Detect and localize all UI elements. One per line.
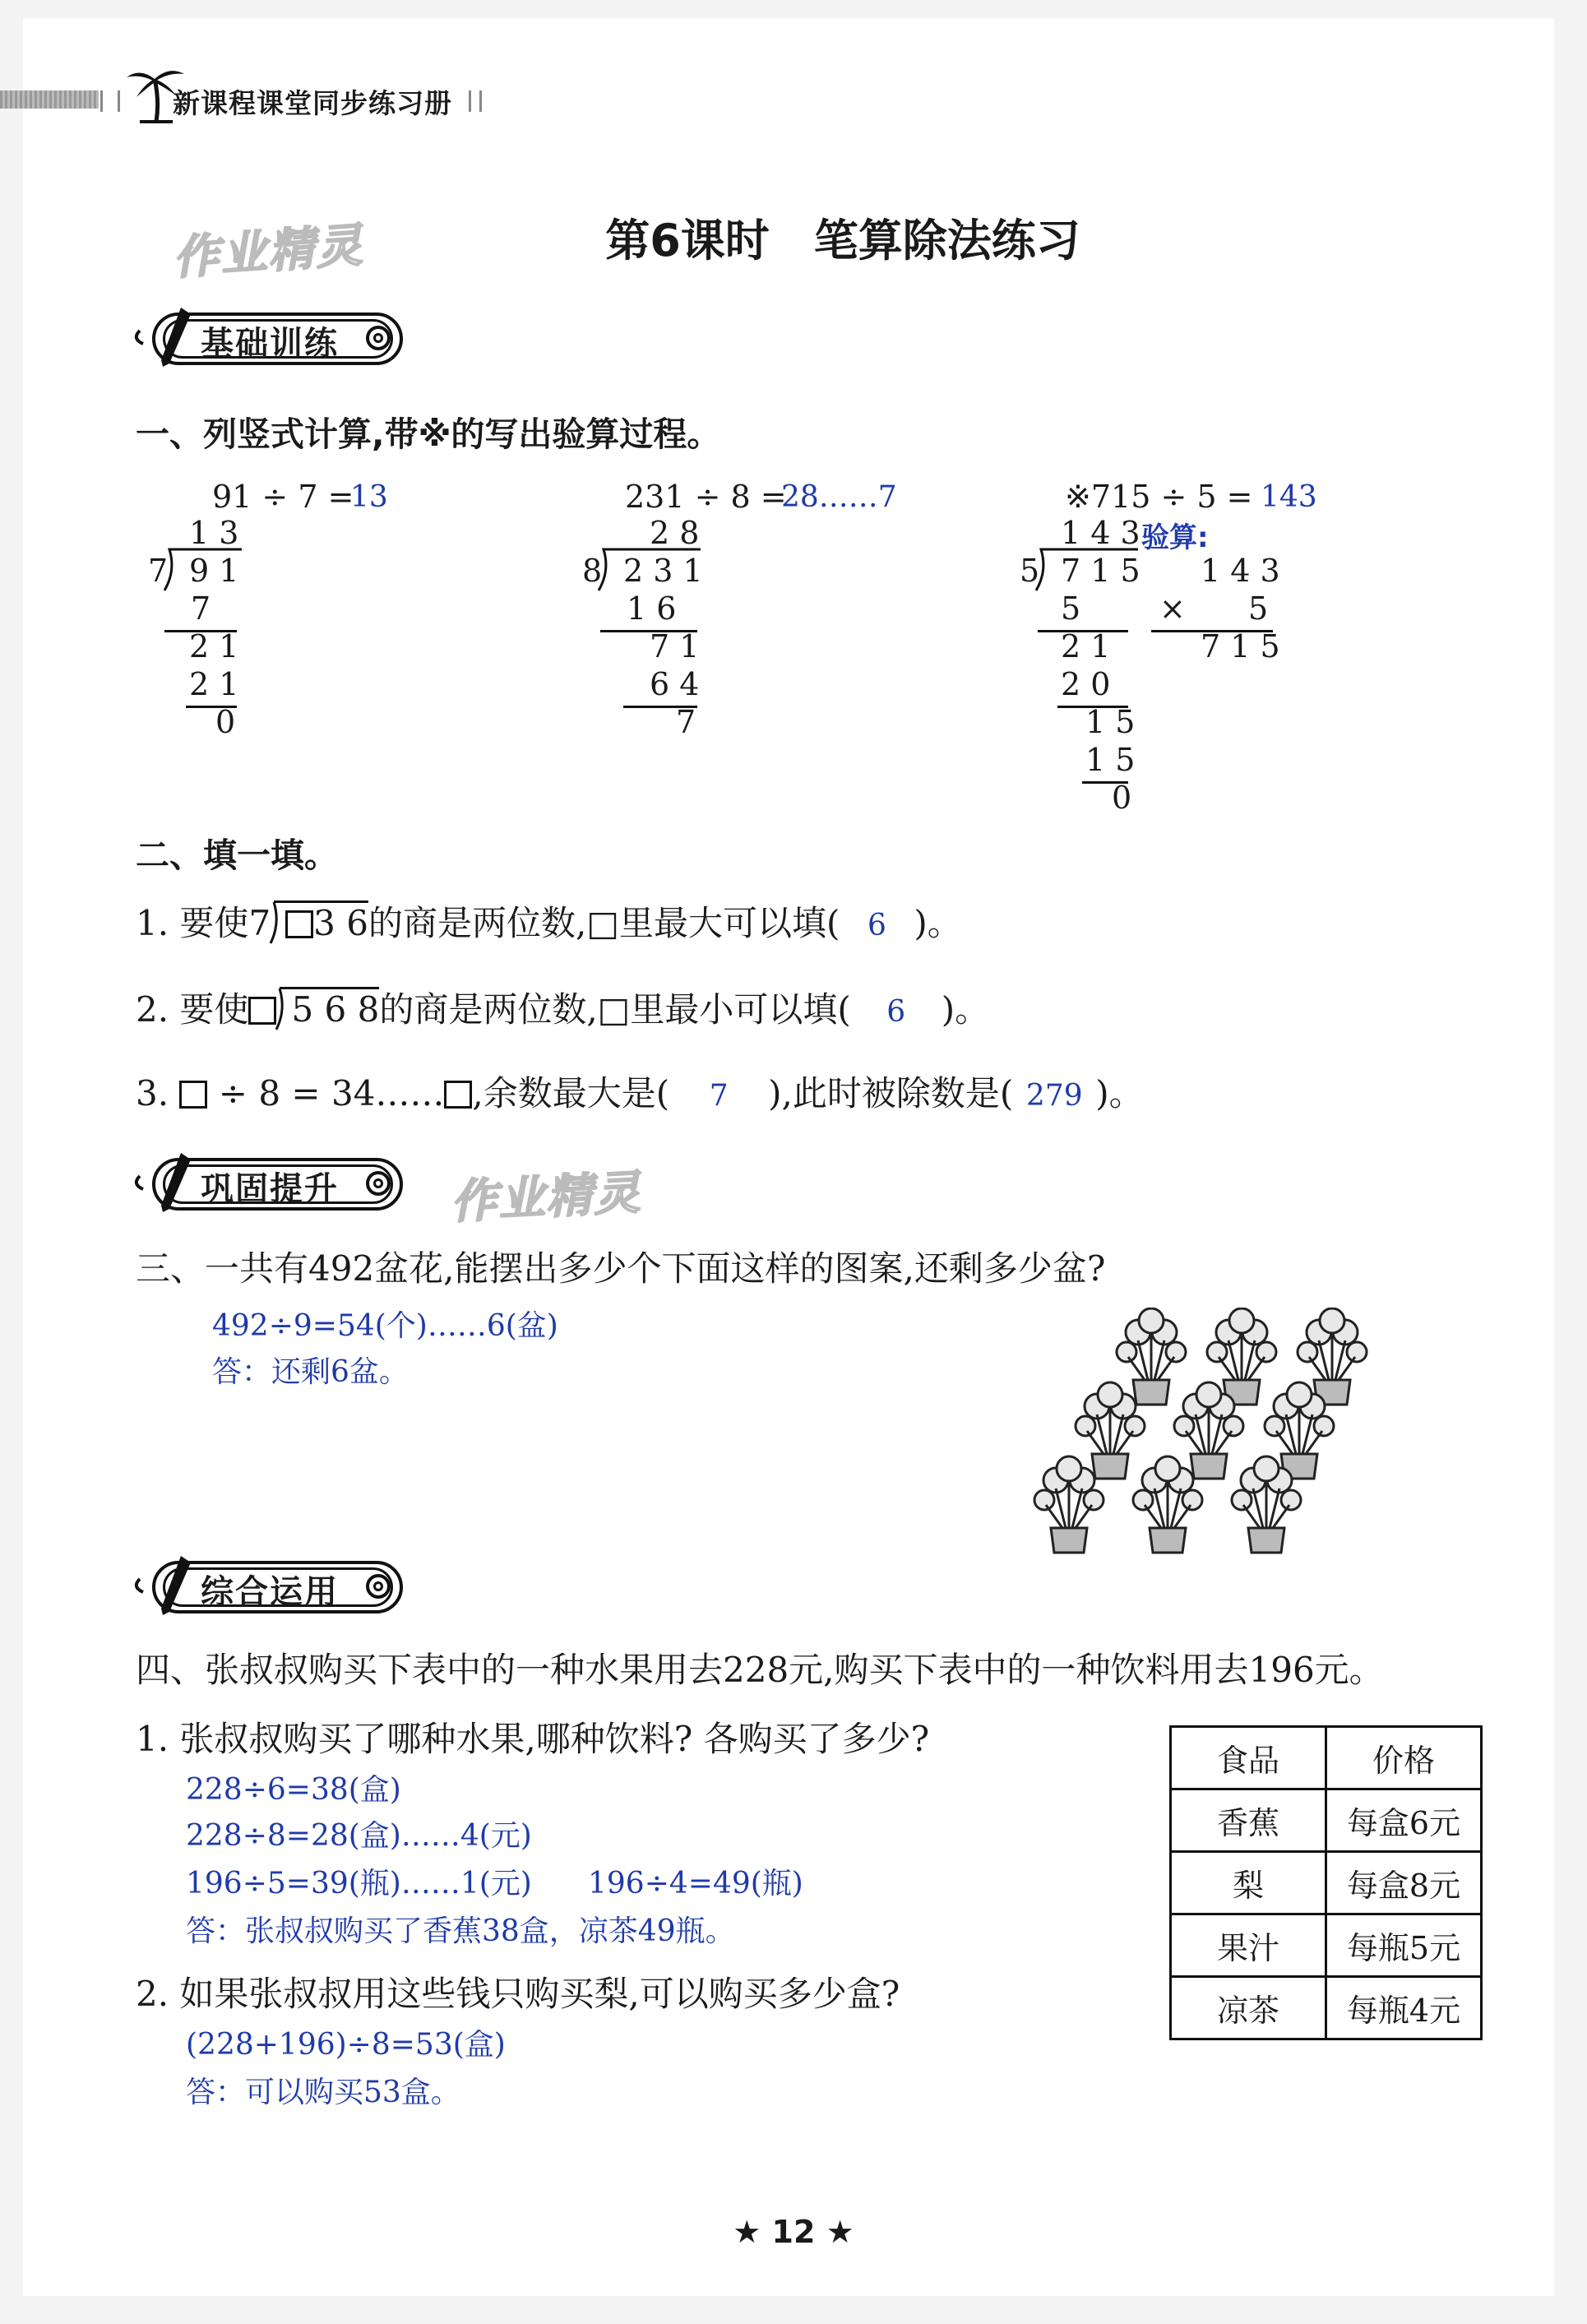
section-label: 基础训练 — [201, 325, 339, 363]
q1-p1-step1: 7 — [191, 590, 211, 627]
division-bracket-icon — [269, 900, 284, 945]
blank-box — [179, 1081, 207, 1109]
table-cell: 凉茶 — [1171, 1977, 1326, 2039]
table-header-row — [1171, 1727, 1482, 1789]
q1-p2-step1: 1 6 — [627, 590, 677, 627]
watermark: 作业精灵 — [449, 1165, 643, 1230]
q1-heading: 一、列竖式计算,带※的写出验算过程。 — [136, 414, 721, 454]
q1-p2-answer: 28……7 — [781, 480, 897, 514]
table-row — [1171, 1789, 1482, 1852]
q3-work: 492÷9=54(个)……6(盆) — [212, 1309, 558, 1343]
header-decor-bars-right — [469, 90, 482, 112]
q4-s2-work: (228+196)÷8=53(盒) — [186, 2028, 506, 2062]
pencil-icon — [132, 306, 206, 372]
q2-i2-end: )。 — [941, 989, 990, 1030]
q1-p3-step1: 5 — [1061, 590, 1081, 627]
q4-heading: 四、张叔叔购买下表中的一种水果用去228元,购买下表中的一种饮料用去196元。 — [136, 1650, 1384, 1690]
q2-i1-divisor: 7 — [248, 903, 271, 943]
q1-p3-divisor: 5 — [1020, 553, 1040, 589]
q1-p1-divisor: 7 — [148, 553, 169, 589]
q2-item1 — [136, 896, 962, 946]
q2-i1-end: )。 — [914, 903, 962, 943]
q1-p2-step4: 7 — [676, 704, 696, 740]
q2-i1-dividend: 3 6 — [313, 903, 368, 943]
q2-i2-post: 的商是两位数,□里最小可以填( — [379, 989, 851, 1030]
q2-i1-pre: 1. 要使 — [136, 903, 249, 943]
blank-box — [285, 910, 313, 938]
q1-p2-step2: 7 1 — [650, 628, 700, 664]
q2-i3-answer2: 279 — [1025, 1079, 1083, 1113]
q1-p1-step2: 2 1 — [189, 628, 239, 664]
q1-p1-dividend: 9 1 — [189, 553, 239, 589]
table-cell: 香蕉 — [1171, 1789, 1326, 1852]
q1-p1-step3: 2 1 — [189, 666, 239, 702]
section-badge-apply — [132, 1554, 415, 1620]
header-decor-bars — [100, 90, 120, 112]
q1-p3-expression: ※715 ÷ 5 = — [1065, 479, 1253, 515]
q1-p1-quotient: 1 3 — [189, 515, 239, 551]
q1-p3-step5: 1 5 — [1085, 742, 1136, 778]
section-label: 综合运用 — [201, 1573, 339, 1611]
q2-i3-post: ,余数最大是( — [472, 1073, 670, 1113]
q1-p3-check-a: 1 4 3 — [1201, 553, 1280, 589]
pencil-icon — [132, 1554, 206, 1620]
q2-i3-mid: ÷ 8 = 34…… — [218, 1073, 445, 1113]
q1-p3-step2: 2 1 — [1061, 628, 1111, 664]
q2-i3-answer1: 7 — [709, 1079, 729, 1113]
page-number: ★ 12 ★ — [733, 2214, 854, 2250]
q1-p1-answer: 13 — [350, 480, 388, 514]
table-row — [1171, 1852, 1482, 1914]
q1-p3-step4: 1 5 — [1085, 704, 1136, 740]
q1-p3-quotient: 1 4 3 — [1061, 515, 1141, 551]
q1-p2-expression: 231 ÷ 8 = — [625, 479, 787, 515]
q4-s1-answer: 答：张叔叔购买了香蕉38盒，凉茶49瓶。 — [186, 1914, 735, 1948]
q1-p1-step4: 0 — [215, 704, 236, 740]
q1-p3-dividend: 7 1 5 — [1061, 553, 1141, 589]
table-cell: 每盒8元 — [1326, 1852, 1482, 1914]
q1-p2-step3: 6 4 — [650, 666, 700, 702]
q4-s1-work2: 228÷8=28(盒)……4(元) — [186, 1819, 532, 1853]
table-header: 价格 — [1326, 1727, 1482, 1789]
blank-box — [248, 997, 276, 1025]
q1-p3-answer: 143 — [1261, 480, 1317, 514]
header-decor-band — [0, 90, 99, 109]
q2-i3-end: )。 — [1095, 1073, 1144, 1113]
q2-i2-answer: 6 — [886, 995, 906, 1029]
q1-p2-quotient: 2 8 — [650, 515, 700, 551]
table-cell: 果汁 — [1171, 1914, 1326, 1977]
q2-i1-answer: 6 — [867, 909, 886, 942]
table-cell: 梨 — [1171, 1852, 1326, 1914]
table-cell: 每瓶5元 — [1326, 1914, 1482, 1977]
q1-p3-check-label: 验算: — [1141, 521, 1209, 554]
q1-p2-dividend: 2 3 1 — [623, 553, 703, 589]
division-bracket-icon — [275, 987, 289, 1031]
q2-item2 — [136, 983, 989, 1032]
q4-s2-answer: 答：可以购买53盒。 — [186, 2076, 460, 2109]
q2-i1-post: 的商是两位数,□里最大可以填( — [368, 903, 840, 943]
q1-p3-step3: 2 0 — [1061, 666, 1111, 702]
section-badge-basic — [132, 306, 415, 372]
flower-pot-icon — [1117, 1308, 1186, 1405]
q2-heading: 二、填一填。 — [136, 836, 338, 875]
q4-s1-question: 1. 张叔叔购买了哪种水果,哪种饮料? 各购买了多少? — [136, 1719, 930, 1759]
table-row — [1171, 1977, 1482, 2039]
q1-p3-check-b: 5 — [1248, 590, 1269, 627]
q1-p3-step6: 0 — [1112, 780, 1132, 816]
q2-item3 — [136, 1067, 1144, 1116]
blank-box — [444, 1081, 472, 1109]
q4-s1-work3: 196÷5=39(瓶)……1(元) — [186, 1867, 532, 1900]
q4-s1-work1: 228÷6=38(盒) — [186, 1773, 401, 1807]
q3-answer: 答：还剩6盆。 — [212, 1355, 409, 1389]
table-row — [1171, 1914, 1482, 1977]
q2-i2-dividend: 5 6 8 — [291, 989, 380, 1030]
table-header: 食品 — [1171, 1727, 1326, 1789]
pencil-icon — [132, 1151, 206, 1217]
book-title: 新课程课堂同步练习册 — [173, 87, 452, 119]
q1-p2-divisor: 8 — [582, 553, 603, 589]
q1-p3-check-op: × — [1159, 590, 1186, 627]
flower-pattern — [995, 1308, 1406, 1571]
q3-heading: 三、一共有492盆花,能摆出多少个下面这样的图案,还剩多少盆? — [136, 1248, 1106, 1289]
table-cell: 每盒6元 — [1326, 1789, 1482, 1852]
price-table — [1169, 1725, 1483, 2040]
q2-i3-pre: 3. — [136, 1073, 169, 1113]
watermark: 作业精灵 — [171, 218, 366, 286]
q4-s1-work4: 196÷4=49(瓶) — [588, 1867, 803, 1900]
q1-p3-check-result: 7 1 5 — [1201, 628, 1280, 664]
table-cell: 每瓶4元 — [1326, 1977, 1482, 2039]
q2-i3-mid2: ),此时被除数是( — [768, 1073, 1014, 1113]
q2-i2-pre: 2. 要使 — [136, 989, 249, 1030]
lesson-title: 第6课时 笔算除法练习 — [605, 215, 1080, 266]
q1-p1-expression: 91 ÷ 7 = — [212, 479, 354, 515]
q4-s2-question: 2. 如果张叔叔用这些钱只购买梨,可以购买多少盒? — [136, 1974, 900, 2014]
section-badge-improve — [132, 1151, 415, 1217]
section-label: 巩固提升 — [201, 1170, 339, 1208]
